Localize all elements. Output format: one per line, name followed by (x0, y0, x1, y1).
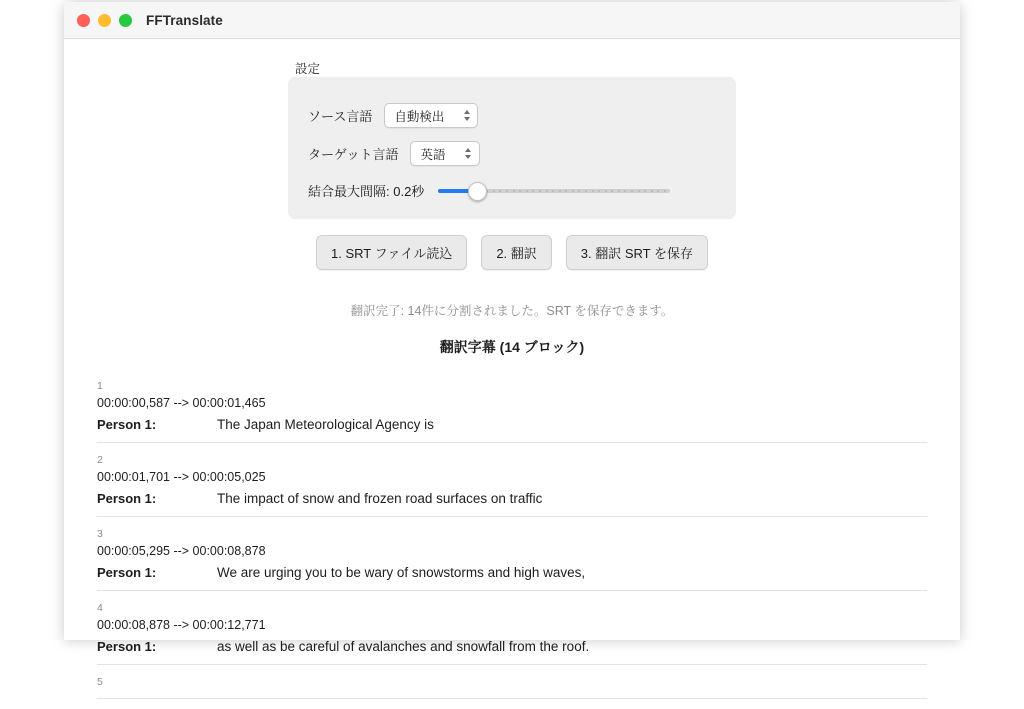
subtitle-text: The impact of snow and frozen road surfaces on traffic (217, 491, 543, 506)
app-window (64, 2, 960, 688)
settings-section-label: 設定 (295, 62, 321, 76)
subtitle-speaker: Person 1: (97, 639, 157, 654)
source-language-label: ソース言語 (308, 109, 373, 124)
subtitle-index: 4 (97, 602, 103, 614)
subtitle-line (97, 489, 927, 508)
source-language-select[interactable] (384, 103, 478, 128)
subtitle-index: 3 (97, 528, 103, 540)
subtitle-timecode: 00:00:01,701 --> 00:00:05,025 (97, 470, 266, 484)
chevron-updown-icon (462, 144, 475, 163)
subtitles-section-title: 翻訳字幕 (14 ブロック) (439, 339, 585, 355)
source-language-row (308, 103, 478, 128)
subtitle-timecode: 00:00:00,587 --> 00:00:01,465 (97, 396, 266, 410)
load-srt-button[interactable]: 1. SRT ファイル読込 (316, 235, 467, 270)
minimize-icon[interactable] (98, 14, 111, 27)
subtitle-speaker: Person 1: (97, 417, 157, 432)
subtitle-timecode: 00:00:05,295 --> 00:00:08,878 (97, 544, 266, 558)
list-item (97, 453, 927, 517)
window-titlebar (64, 2, 960, 39)
target-language-select[interactable] (410, 141, 479, 166)
settings-panel (288, 77, 736, 219)
traffic-light-group (77, 14, 132, 27)
target-language-label: ターゲット言語 (308, 147, 399, 162)
source-language-value: 自動検出 (394, 109, 445, 124)
subtitle-line (97, 637, 927, 656)
subtitle-index: 1 (97, 380, 103, 392)
action-button-row (288, 235, 736, 270)
status-message: 翻訳完了: 14件に分割されました。SRT を保存できます。 (350, 304, 674, 318)
subtitle-text: as well as be careful of avalanches and snowfall from the roof. (217, 639, 590, 654)
slider-ticks (486, 190, 666, 192)
chevron-updown-icon (460, 106, 473, 125)
subtitle-speaker: Person 1: (97, 491, 157, 506)
zoom-icon[interactable] (119, 14, 132, 27)
target-language-row (308, 141, 480, 166)
subtitle-line (97, 563, 927, 582)
save-srt-button[interactable]: 3. 翻訳 SRT を保存 (566, 235, 708, 270)
subtitle-text: We are urging you to be wary of snowstorms and high waves, (217, 565, 586, 580)
subtitle-list (97, 379, 927, 709)
slider-knob[interactable] (468, 182, 487, 201)
target-language-value: 英語 (420, 147, 446, 162)
list-item (97, 675, 927, 699)
subtitle-text: The Japan Meteorological Agency is (217, 417, 434, 432)
close-icon[interactable] (77, 14, 90, 27)
merge-gap-label: 結合最大間隔: 0.2秒 (308, 184, 425, 199)
merge-gap-row (308, 181, 670, 200)
window-content (64, 39, 960, 688)
window-title: FFTranslate (146, 12, 223, 28)
subtitle-speaker: Person 1: (97, 565, 157, 580)
subtitle-timecode: 00:00:08,878 --> 00:00:12,771 (97, 618, 266, 632)
list-item (97, 379, 927, 443)
list-item (97, 601, 927, 665)
merge-gap-slider[interactable] (438, 182, 670, 200)
subtitle-index: 2 (97, 454, 103, 466)
subtitle-index: 5 (97, 676, 103, 688)
list-item (97, 527, 927, 591)
subtitle-line (97, 415, 927, 434)
translate-button[interactable]: 2. 翻訳 (481, 235, 551, 270)
